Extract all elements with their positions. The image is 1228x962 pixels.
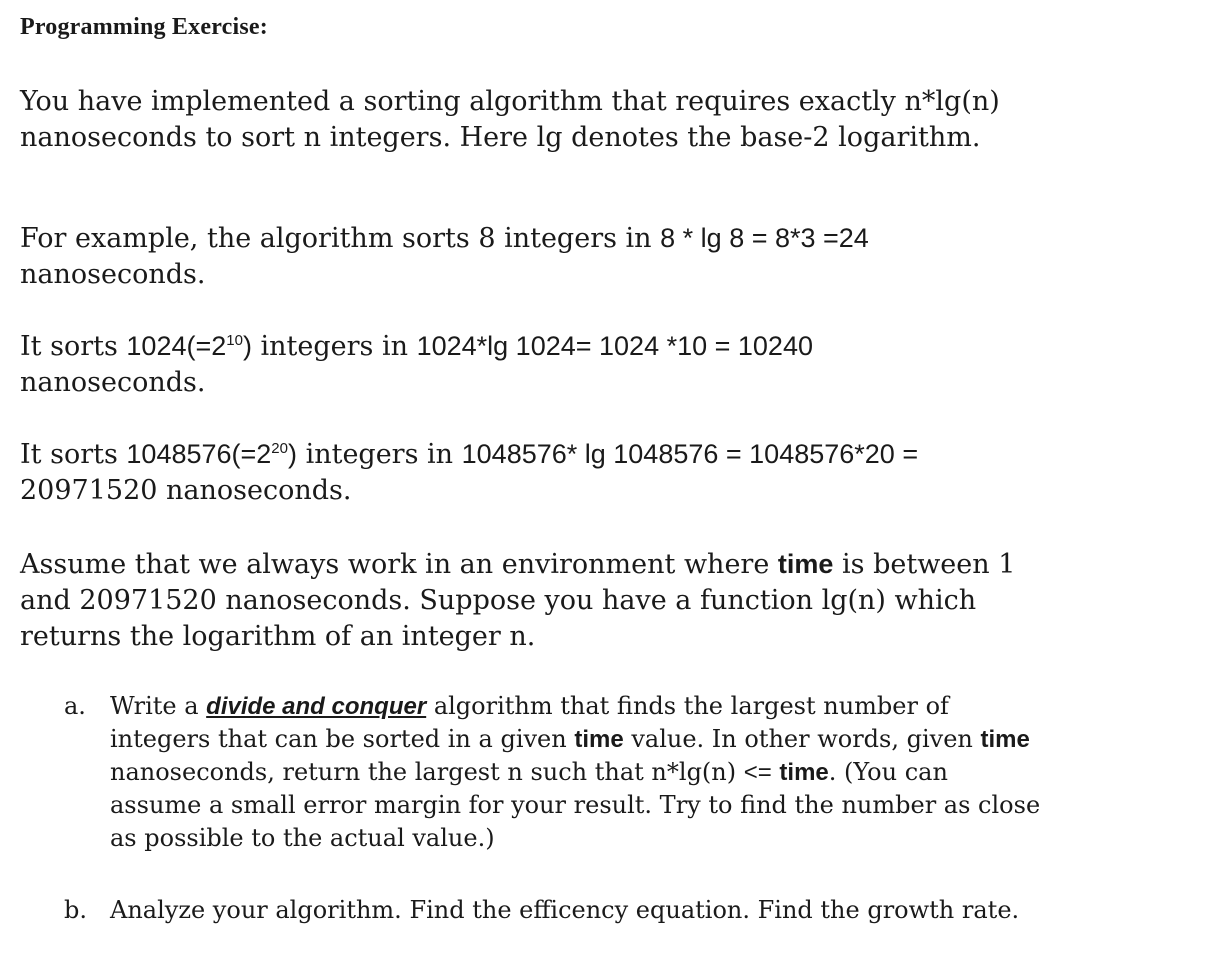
example-3-line-1	[20, 436, 1200, 473]
assumption-paragraph	[20, 546, 1200, 655]
example-paragraph-3	[20, 436, 1200, 509]
example-2-formula: 1024*lg 1024= 1024 *10 = 10240	[416, 331, 813, 361]
intro-line-1: You have implemented a sorting algorithm that requires exactly n*lg(n)	[20, 86, 1000, 117]
list-item-a	[64, 690, 1204, 855]
assumption-line-1	[20, 546, 1200, 583]
example-3-line-2: 20971520 nanoseconds.	[20, 475, 352, 506]
example-paragraph-2	[20, 328, 1200, 401]
assumption-text-b: is between 1	[833, 549, 1016, 580]
time-keyword: time	[980, 726, 1030, 753]
example-2-middle: integers in	[251, 331, 417, 362]
example-2-prefix: It sorts	[20, 331, 127, 362]
time-keyword: time	[779, 759, 829, 786]
list-marker-b: b.	[64, 896, 87, 924]
example-2-count: 1024(=2	[126, 331, 227, 361]
item-a-text-3b: . (You can	[828, 758, 948, 786]
item-a-text-1b: algorithm that finds the largest number of	[426, 692, 949, 720]
example-2-close: )	[242, 331, 252, 361]
example-1-line-2: nanoseconds.	[20, 259, 206, 290]
time-keyword: time	[574, 726, 624, 753]
example-3-exponent: 20	[271, 440, 288, 457]
item-a-text-2b: value. In other words, given	[623, 725, 981, 753]
assumption-line-3: returns the logarithm of an integer n.	[20, 621, 536, 652]
example-2-line-2: nanoseconds.	[20, 367, 206, 398]
assumption-line-2: and 20971520 nanoseconds. Suppose you have a function lg(n) which	[20, 585, 977, 616]
example-3-middle: integers in	[296, 439, 462, 470]
list-item-a-text	[110, 690, 1204, 855]
example-1-line-1	[20, 220, 1200, 257]
example-1-text: For example, the algorithm sorts 8 integers in	[20, 223, 661, 254]
item-a-text-3a: nanoseconds, return the largest n such that n*lg(n)	[110, 758, 744, 786]
item-a-line-1	[110, 690, 1204, 723]
example-3-close: )	[287, 439, 297, 469]
assumption-text-a: Assume that we always work in an environment where	[20, 549, 778, 580]
item-a-text-2a: integers that can be sorted in a given	[110, 725, 575, 753]
less-equal-operator: <=	[743, 759, 772, 786]
intro-line-2: nanoseconds to sort n integers. Here lg denotes the base-2 logarithm.	[20, 122, 981, 153]
intro-paragraph	[20, 84, 1200, 156]
item-a-text-1a: Write a	[110, 692, 207, 720]
item-a-line-5: as possible to the actual value.)	[110, 824, 495, 852]
list-item-b-text: Analyze your algorithm. Find the efficency equation. Find the growth rate.	[110, 896, 1020, 924]
item-a-line-4: assume a small error margin for your result. Try to find the number as close	[110, 791, 1041, 819]
example-2-line-1	[20, 328, 1200, 365]
example-2-exponent: 10	[226, 332, 243, 349]
example-3-formula: 1048576* lg 1048576 = 1048576*20 =	[461, 439, 919, 469]
list-item-b	[64, 894, 1204, 927]
example-1-formula: 8 * lg 8 = 8*3 =24	[660, 223, 869, 253]
item-a-line-2	[110, 723, 1204, 756]
example-3-count: 1048576(=2	[126, 439, 272, 469]
divide-and-conquer-emphasis: divide and conquer	[206, 693, 427, 720]
list-marker-a: a.	[64, 692, 86, 720]
page-title: Programming Exercise:	[20, 14, 268, 40]
time-keyword: time	[777, 549, 834, 579]
example-3-prefix: It sorts	[20, 439, 127, 470]
item-a-line-3	[110, 756, 1204, 789]
example-paragraph-1	[20, 220, 1200, 293]
